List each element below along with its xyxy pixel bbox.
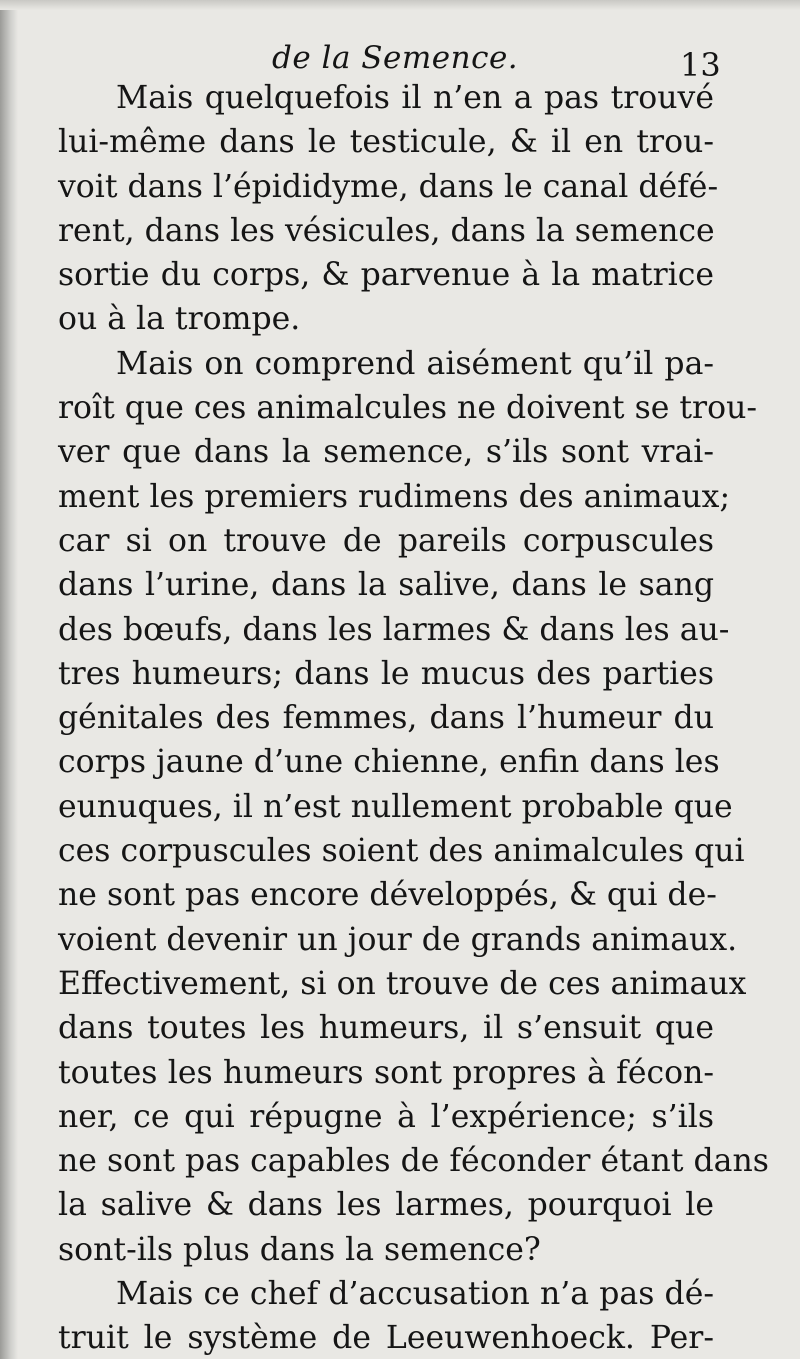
text-line: Mais quelquefois il n’en a pas trouvé	[116, 80, 714, 116]
text-line: lui-même dans le testicule, & il en trou-	[58, 124, 714, 161]
text-line: sortie du corps, & parvenue à la matrice	[58, 257, 714, 294]
text-line: des bœufs, dans les larmes & dans les au-	[58, 611, 730, 648]
text-line: corps jaune d’une chienne, enfin dans les	[58, 744, 720, 781]
text-line: Mais on comprend aisément qu’il pa-	[116, 345, 714, 382]
text-line: génitales des femmes, dans l’humeur du	[58, 700, 714, 737]
text-line: Mais ce chef d’accusation n’a pas dé-	[116, 1276, 714, 1313]
text-line: ver que dans la semence, s’ils sont vrai-	[58, 434, 714, 471]
text-line: dans toutes les humeurs, il s’ensuit que	[58, 1010, 714, 1047]
text-line: car si on trouve de pareils corpuscules	[58, 522, 714, 559]
body-text	[58, 76, 769, 1359]
text-line: truit le système de Leeuwenhoeck. Per-	[58, 1320, 714, 1357]
text-line: ment les premiers rudimens des animaux;	[58, 478, 731, 515]
text-line: ner, ce qui répugne à l’expérience; s’ils	[58, 1098, 714, 1135]
text-line: ou à la trompe.	[58, 301, 301, 338]
text-line: roît que ces animalcules ne doivent se trou-	[58, 390, 757, 427]
text-line: toutes les humeurs sont propres à fécon-	[58, 1054, 714, 1091]
text-line: ces corpuscules soient des animalcules qui	[58, 833, 745, 870]
running-title: de la Semence.	[272, 40, 519, 76]
text-line: voient devenir un jour de grands animaux.	[58, 921, 738, 958]
text-line: dans l’urine, dans la salive, dans le sang	[58, 567, 714, 604]
text-line: ne sont pas capables de féconder étant dans	[58, 1143, 769, 1180]
text-line: tres humeurs; dans le mucus des parties	[58, 655, 714, 692]
text-line: rent, dans les vésicules, dans la semence	[58, 212, 715, 249]
page-number: 13	[680, 46, 721, 84]
text-line: eunuques, il n’est nullement probable que	[58, 788, 733, 825]
text-line: sont-ils plus dans la semence?	[58, 1231, 541, 1268]
text-line: voit dans l’épididyme, dans le canal défé-	[58, 168, 719, 205]
gutter-shadow	[0, 0, 18, 1359]
text-line: la salive & dans les larmes, pourquoi le	[58, 1187, 714, 1224]
top-edge-shadow	[0, 0, 800, 10]
text-line: Effectivement, si on trouve de ces animaux	[58, 965, 747, 1002]
text-line: ne sont pas encore développés, & qui de-	[58, 877, 717, 914]
